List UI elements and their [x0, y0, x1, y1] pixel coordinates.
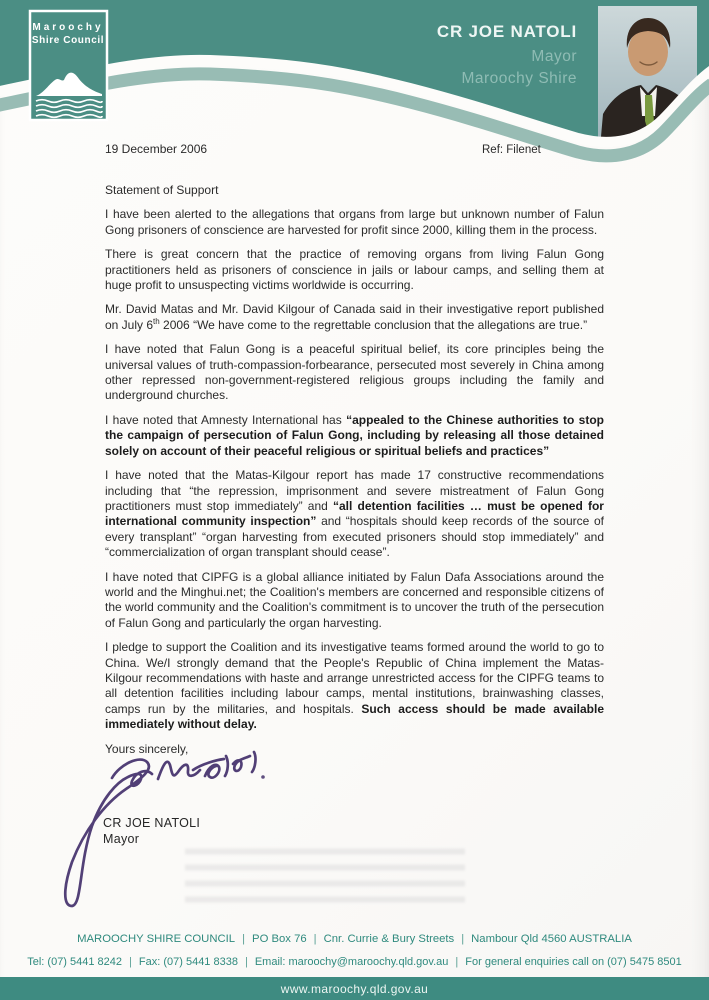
footer-contact-line: Tel: (07) 5441 8242 | Fax: (07) 5441 8338 | Email: maroochy@maroochy.qld.gov.au | For general enquiries call on (07) 5475 8501: [27, 956, 682, 968]
paragraph: I have noted that Falun Gong is a peaceful spiritual belief, its core principles being the universal values of truth-compassion-forbearance, persecuted most severely in China among other repressed non-government-registered religious groups including the family and underground churches.: [105, 342, 604, 403]
signatory-title: Mayor: [103, 832, 140, 846]
footer-address-line: MAROOCHY SHIRE COUNCIL | PO Box 76 | Cnr. Currie & Bury Streets | Nambour Qld 4560 AUSTRALIA: [77, 933, 632, 945]
website-url: www.maroochy.qld.gov.au: [280, 981, 429, 996]
mayor-region: Maroochy Shire: [461, 70, 577, 87]
council-logo: [30, 11, 107, 120]
closing-salutation: Yours sincerely,: [105, 741, 189, 756]
letter-date: 19 December 2006: [105, 142, 208, 156]
signatory-block: [103, 816, 200, 846]
mayor-title: Mayor: [531, 48, 577, 65]
signatory-name: CR JOE NATOLI: [103, 816, 201, 830]
logo-text-line2: Shire Council: [31, 35, 105, 46]
logo-text-line1: Maroochy: [32, 22, 104, 33]
paragraph: There is great concern that the practice of removing organs from living Falun Gong practitioners held as prisoners of conscience in jails or labour camps, and selling them at huge profit to unsuspecting victims worldwide is occurring.: [105, 247, 604, 293]
letter-ref: Ref: Filenet: [482, 144, 541, 156]
paragraph: I have noted that the Matas-Kilgour report has made 17 constructive recommendations including that “the repression, imprisonment and severe mistreatment of Falun Gong practitioners must stop immediately” and “all detention facilities … must be opened for international community inspection” and “hospitals should keep records of the source of every transplant” “organ harvesting from executed prisoners should stop immediately” and “commercialization of organ transplant should cease”.: [105, 468, 605, 560]
mayor-name: CR JOE NATOLI: [436, 22, 577, 41]
paragraph: I have noted that CIPFG is a global alliance initiated by Falun Dafa Associations around the world and the Minghui.net; the Coalition's members are concerned and responsible citizens of the world community and the Coalition's commitment is to uncover the truth of the persecution of Falun Gong and particularly the organ harvesting.: [105, 569, 604, 630]
paragraph: I have noted that Amnesty International has “appealed to the Chinese authorities to stop the campaign of persecution of Falun Gong, including by releasing all those detained solely on account of their peaceful religious or spiritual beliefs and practices”: [105, 412, 605, 458]
letter-subject: Statement of Support: [105, 183, 219, 197]
website-bar: [0, 977, 709, 1000]
paragraph: I pledge to support the Coalition and its investigative teams formed around the world to go to China. We/I strongly demand that the People's Republic of China implement the Matas-Kilgour recommendations with haste and arrange unrestricted access for the CIPFG teams to all detention facilities including labour camps, mental institutions, brainwashing classes, camps run by the militaries, and hospitals. Such access should be made available immediately without delay.: [105, 640, 604, 732]
paragraph: Mr. David Matas and Mr. David Kilgour of Canada said in their investigative report published on July 6th 2006 “We have come to the regrettable conclusion that the allegations are true.”: [105, 302, 604, 332]
paragraph: I have been alerted to the allegations that organs from large but unknown number of Falun Gong prisoners of conscience are harvested for profit since 2000, killing them in the process.: [105, 207, 604, 237]
letter-body: [105, 183, 604, 766]
